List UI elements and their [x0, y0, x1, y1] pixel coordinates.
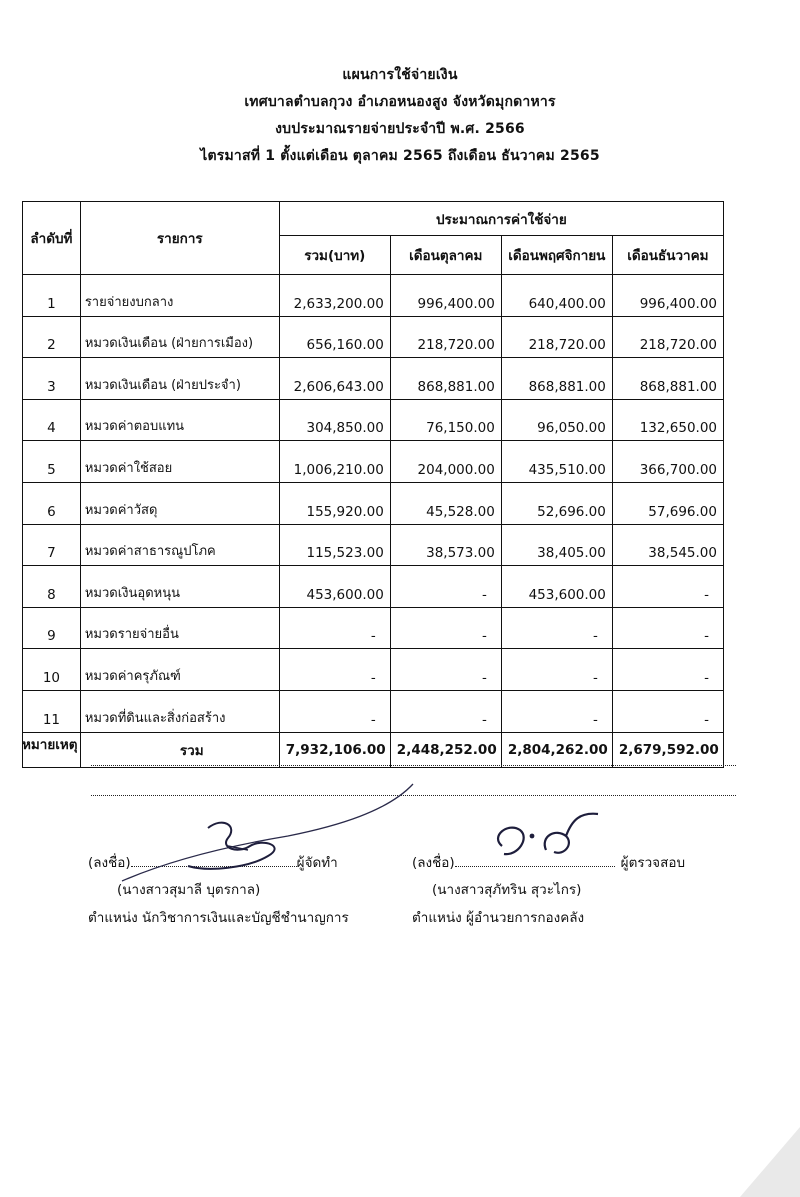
row-number: 8 — [23, 566, 81, 608]
row-november: - — [501, 690, 612, 732]
right-sign-role: ผู้ตรวจสอบ — [620, 855, 686, 871]
header-item: รายการ — [80, 202, 279, 275]
row-october: - — [390, 607, 501, 649]
row-total: - — [279, 690, 390, 732]
row-total: 155,920.00 — [279, 482, 390, 524]
page-corner-shadow — [740, 1127, 800, 1197]
row-number: 5 — [23, 441, 81, 483]
left-signer-position: ตำแหน่ง นักวิชาการเงินและบัญชีชำนาญการ — [88, 910, 349, 926]
left-handwritten-signature — [88, 776, 428, 886]
header-no: ลำดับที่ — [23, 202, 81, 275]
remarks-line-1 — [91, 765, 736, 766]
header-estimate-group: ประมาณการค่าใช้จ่าย — [279, 202, 723, 236]
row-october: 996,400.00 — [390, 275, 501, 317]
table-row — [23, 399, 724, 441]
row-october: 218,720.00 — [390, 316, 501, 358]
row-october: 76,150.00 — [390, 399, 501, 441]
header-december: เดือนธันวาคม — [612, 236, 723, 275]
row-november: 868,881.00 — [501, 358, 612, 400]
row-number: 10 — [23, 649, 81, 691]
row-item: หมวดเงินเดือน (ฝ่ายการเมือง) — [80, 316, 279, 358]
row-total: - — [279, 649, 390, 691]
document-header — [0, 62, 800, 170]
left-sign-prefix: (ลงชื่อ) — [88, 855, 131, 871]
row-december: 57,696.00 — [612, 482, 723, 524]
row-item: หมวดเงินเดือน (ฝ่ายประจำ) — [80, 358, 279, 400]
row-december: - — [612, 649, 723, 691]
row-october: 38,573.00 — [390, 524, 501, 566]
row-november: 38,405.00 — [501, 524, 612, 566]
row-november: 640,400.00 — [501, 275, 612, 317]
row-total: - — [279, 607, 390, 649]
row-november: - — [501, 607, 612, 649]
row-item: หมวดรายจ่ายอื่น — [80, 607, 279, 649]
row-november: 52,696.00 — [501, 482, 612, 524]
row-december: 868,881.00 — [612, 358, 723, 400]
table-body — [23, 275, 724, 768]
table-row — [23, 482, 724, 524]
table-row — [23, 358, 724, 400]
row-october: 45,528.00 — [390, 482, 501, 524]
row-item: หมวดค่าตอบแทน — [80, 399, 279, 441]
row-number: 1 — [23, 275, 81, 317]
table-row — [23, 649, 724, 691]
municipality-line: เทศบาลตำบลกุวง อำเภอหนองสูง จังหวัดมุกดาหาร — [244, 94, 556, 110]
table-row — [23, 690, 724, 732]
total-row — [23, 732, 724, 767]
right-signer-position: ตำแหน่ง ผู้อำนวยการกองคลัง — [412, 910, 585, 926]
row-november: 435,510.00 — [501, 441, 612, 483]
row-item: หมวดที่ดินและสิ่งก่อสร้าง — [80, 690, 279, 732]
row-item: หมวดค่าครุภัณฑ์ — [80, 649, 279, 691]
right-handwritten-signature — [480, 806, 620, 866]
row-october: - — [390, 649, 501, 691]
row-item: หมวดเงินอุดหนุน — [80, 566, 279, 608]
remarks-label: หมายเหตุ — [22, 737, 78, 753]
row-december: 218,720.00 — [612, 316, 723, 358]
row-total: 1,006,210.00 — [279, 441, 390, 483]
row-number: 3 — [23, 358, 81, 400]
table-row — [23, 607, 724, 649]
row-total: 453,600.00 — [279, 566, 390, 608]
row-total: 115,523.00 — [279, 524, 390, 566]
row-december: 38,545.00 — [612, 524, 723, 566]
row-item: รายจ่ายงบกลาง — [80, 275, 279, 317]
budget-table — [22, 201, 724, 768]
row-november: - — [501, 649, 612, 691]
header-november: เดือนพฤศจิกายน — [501, 236, 612, 275]
total-sum: 7,932,106.00 — [279, 732, 390, 767]
row-item: หมวดค่าวัสดุ — [80, 482, 279, 524]
row-october: - — [390, 690, 501, 732]
row-december: 366,700.00 — [612, 441, 723, 483]
table-row — [23, 524, 724, 566]
row-item: หมวดค่าใช้สอย — [80, 441, 279, 483]
right-signer-name: (นางสาวสุภัทริน สุวะไกร) — [432, 882, 582, 898]
row-number: 11 — [23, 690, 81, 732]
row-number: 2 — [23, 316, 81, 358]
table-row — [23, 316, 724, 358]
row-number: 4 — [23, 399, 81, 441]
row-october: - — [390, 566, 501, 608]
row-total: 656,160.00 — [279, 316, 390, 358]
quarter-line: ไตรมาสที่ 1 ตั้งแต่เดือน ตุลาคม 2565 ถึงเดือน ธันวาคม 2565 — [200, 148, 600, 164]
header-october: เดือนตุลาคม — [390, 236, 501, 275]
row-total: 2,633,200.00 — [279, 275, 390, 317]
right-sign-prefix: (ลงชื่อ) — [412, 855, 455, 871]
row-december: 996,400.00 — [612, 275, 723, 317]
row-december: - — [612, 566, 723, 608]
table-row — [23, 441, 724, 483]
left-sign-role: ผู้จัดทำ — [296, 855, 338, 871]
header-total: รวม(บาท) — [279, 236, 390, 275]
row-total: 304,850.00 — [279, 399, 390, 441]
row-number: 6 — [23, 482, 81, 524]
total-label: รวม — [80, 732, 279, 767]
left-signer-name: (นางสาวสุมาลี บุตรกาล) — [117, 882, 261, 898]
row-october: 868,881.00 — [390, 358, 501, 400]
row-number: 7 — [23, 524, 81, 566]
row-item: หมวดค่าสาธารณูปโภค — [80, 524, 279, 566]
budget-year-line: งบประมาณรายจ่ายประจำปี พ.ศ. 2566 — [275, 121, 525, 137]
row-number: 9 — [23, 607, 81, 649]
row-december: 132,650.00 — [612, 399, 723, 441]
row-november: 218,720.00 — [501, 316, 612, 358]
row-december: - — [612, 607, 723, 649]
total-december: 2,679,592.00 — [612, 732, 723, 767]
row-total: 2,606,643.00 — [279, 358, 390, 400]
total-october: 2,448,252.00 — [390, 732, 501, 767]
plan-title: แผนการใช้จ่ายเงิน — [342, 67, 458, 83]
row-december: - — [612, 690, 723, 732]
table-row — [23, 275, 724, 317]
row-october: 204,000.00 — [390, 441, 501, 483]
total-november: 2,804,262.00 — [501, 732, 612, 767]
row-november: 96,050.00 — [501, 399, 612, 441]
table-row — [23, 566, 724, 608]
row-november: 453,600.00 — [501, 566, 612, 608]
